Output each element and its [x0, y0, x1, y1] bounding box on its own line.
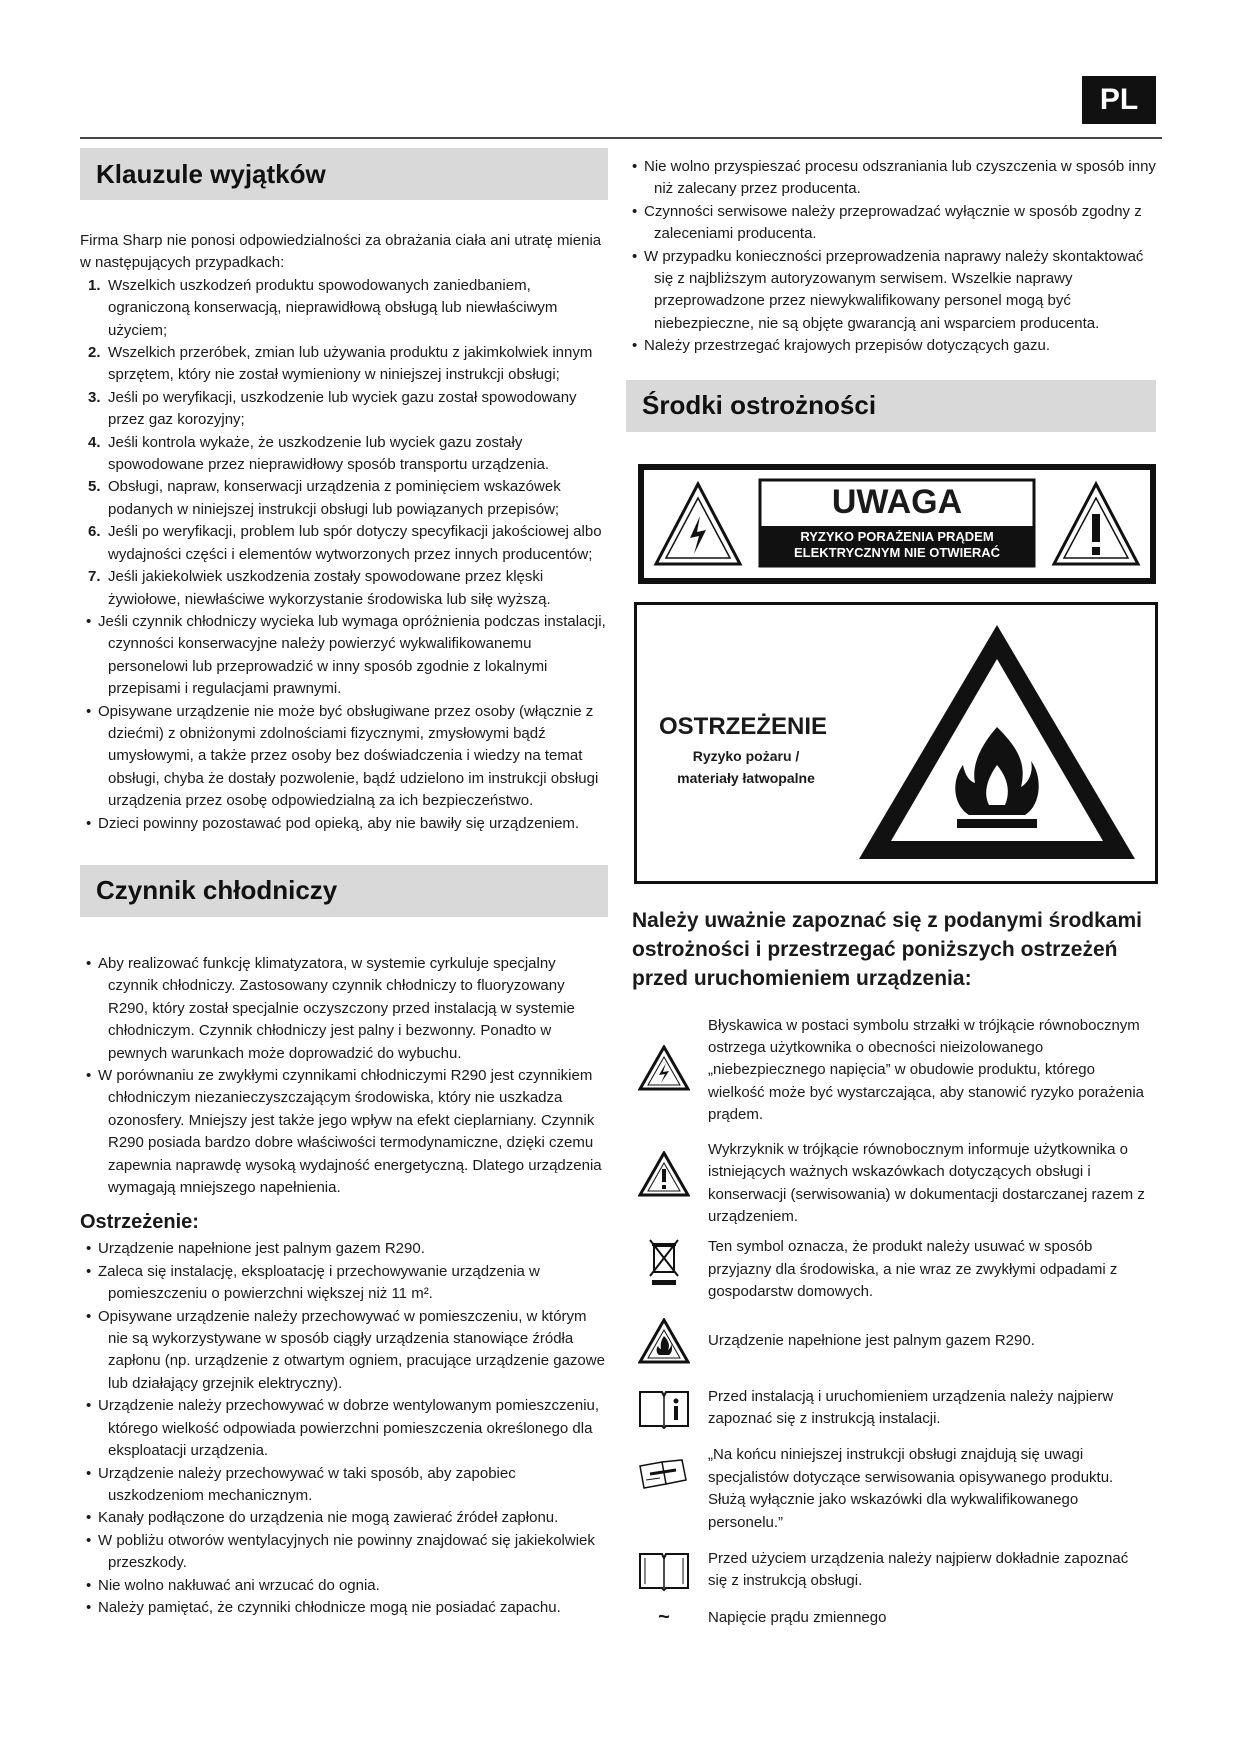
service-manual-icon [632, 1444, 696, 1494]
list-item: „Na końcu niniejszej instrukcji obsługi znajdują się uwagi specjalistów dotyczące serwisowania opisywanego produktu. Służą wyłącznie jako wskazówki dla wykwalifikowanego personelu.” [632, 1444, 1166, 1534]
info-manual-icon [632, 1386, 696, 1430]
list-item: Wykrzyknik w trójkącie równobocznym informuje użytkownika o istniejących ważnych wskazówkach dotyczących obsługi i konserwacji (serwisowania) w dokumentacji dostarczanej razem z urządzeniem. [632, 1139, 1166, 1229]
list-item: • Nie wolno nakłuwać ani wrzucać do ognia. [80, 1575, 608, 1597]
list-item: Urządzenie napełnione jest palnym gazem R290. [632, 1318, 1166, 1364]
list-item: • Czynności serwisowe należy przeprowadzać wyłącznie w sposób zgodny z zaleceniami producenta. [626, 201, 1166, 246]
list-item: 6. Jeśli po weryfikacji, problem lub spór dotyczy specyfikacji jakościowej albo wydajności części i elementów wytworzonych przez innych producentów; [88, 523, 602, 563]
caution-title: UWAGA [831, 482, 963, 521]
list-item: • Aby realizować funkcję klimatyzatora, w systemie cyrkuluje specjalny czynnik chłodniczy. Zastosowany czynnik chłodniczy to fluoryzowany R290, który został specjalnie oczyszczony przed instalacją w systemie chłodniczym. Czynnik chłodniczy jest palny i bezwonny. Ponadto w pewnych warunkach może doprowadzić do wybuchu. [80, 953, 608, 1065]
lightning-triangle-icon [632, 1015, 696, 1091]
list-item: • Dzieci powinny pozostawać pod opieką, aby nie bawiły się urządzeniem. [80, 813, 608, 835]
exclamation-triangle-icon [1054, 484, 1138, 564]
caution-electric-box [638, 464, 1156, 584]
list-item: • Opisywane urządzenie nie może być obsługiwane przez osoby (włącznie z dziećmi) z obniżonymi zdolnościami fizycznymi, zmysłowymi bądź umysłowymi, a także przez osoby bez doświadczenia i wiedzy na temat obsługi, chyba że dostały pozwolenie, bądź udzielono im instrukcji obsługi urządzenia przez osobę odpowiedzialną za ich bezpieczeństwo. [80, 701, 608, 813]
language-badge: PL [1082, 76, 1156, 124]
list-item: 1. Wszelkich uszkodzeń produktu spowodowanych zaniedbaniem, ograniczoną konserwacją, nieprawidłową obsługą lub niewłaściwym użyciem; [88, 276, 558, 339]
list-item: • Jeśli czynnik chłodniczy wycieka lub wymaga opróżnienia podczas instalacji, czynności konserwacyjne należy powierzyć wykwalifikowanemu personelowi lub przeprowadzić w inny sposób zgodnie z lokalnymi przepisami i regulacjami prawnymi. [80, 611, 608, 701]
list-item: • Urządzenie należy przechowywać w taki sposób, aby zapobiec uszkodzeniom mechanicznym. [80, 1463, 608, 1508]
exclusions-list [80, 275, 608, 611]
list-item: 3. Jeśli po weryfikacji, uszkodzenie lub wyciek gazu został spowodowany przez gaz korozyjny; [88, 388, 577, 429]
fire-warning-box [634, 602, 1158, 884]
list-item: Błyskawica w postaci symbolu strzałki w trójkącie równobocznym ostrzega użytkownika o obecności nieizolowanego „niebezpiecznego napięcia” w obudowie produktu, którego wielkość może być wystarczająca, aby stanowić ryzyko porażenia prądem. [632, 1015, 1166, 1127]
list-item: ~ Napięcie prądu zmiennego [632, 1607, 1166, 1629]
list-item: • Należy pamiętać, że czynniki chłodnicze mogą nie posiadać zapachu. [80, 1597, 608, 1619]
lightning-triangle-icon [656, 484, 740, 564]
list-item: Ten symbol oznacza, że produkt należy usuwać w sposób przyjazny dla środowiska, a nie wraz ze zwykłymi odpadami z gospodarstw domowych. [632, 1236, 1166, 1303]
list-item: • Urządzenie należy przechowywać w dobrze wentylowanym pomieszczeniu, którego wielkość odpowiada powierzchni pomieszczenia określonego dla eksploatacji urządzenia. [80, 1395, 608, 1462]
list-item: • W przypadku konieczności przeprowadzenia naprawy należy skontaktować się z najbliższym autoryzowanym serwisem. Wszelkie naprawy przeprowadzone przez niewykwalifikowany personel mogą być niebezpieczne, nie są objęte gwarancją ani wsparciem producenta. [626, 246, 1166, 336]
exclusions-bullets [80, 611, 608, 835]
list-item: • Należy przestrzegać krajowych przepisów dotyczących gazu. [626, 335, 1166, 357]
list-item: 7. Jeśli jakiekolwiek uszkodzenia zostały spowodowane przez klęski żywiołowe, niewłaściwe wykorzystanie środowiska lub siłę wyższą. [88, 568, 551, 608]
exclamation-triangle-icon [632, 1139, 696, 1197]
fire-warning-title: OSTRZEŻENIE [659, 712, 828, 740]
header-rule [80, 137, 1162, 139]
precautions-lead: Należy uważnie zapoznać się z podanymi środkami ostrożności i przestrzegać poniższych ostrzeżeń przed uruchomieniem urządzenia: [632, 908, 1142, 990]
list-item: Przed użyciem urządzenia należy najpierw dokładnie zapoznać się z instrukcją obsługi. [632, 1548, 1166, 1593]
right-column [626, 148, 1166, 1629]
caution-subtitle: RYZYKO PORAŻENIA PRĄDEM ELEKTRYCZNYM NIE OTWIERAĆ [793, 528, 1001, 560]
crossed-bin-icon [632, 1236, 696, 1288]
list-item: • W porównaniu ze zwykłymi czynnikami chłodniczymi R290 jest czynnikiem chłodniczym niezanieczyszczającym środowiska, który nie uszkadza ozonosfery. Mniejszy jest także jego wpływ na efekt cieplarniany. Czynnik R290 posiada bardzo dobre właściwości termodynamiczne, dzięki czemu zapewnia naprawdę wysoką wydajność energetyczną. Dlatego urządzenia wymagają mniejszego napełnienia. [80, 1065, 608, 1199]
refrigerant-bullets [80, 953, 608, 1199]
service-bullets [626, 156, 1166, 358]
list-item: • Urządzenie napełnione jest palnym gazem R290. [80, 1238, 608, 1260]
list-item: • Kanały podłączone do urządzenia nie mogą zawierać źródeł zapłonu. [80, 1507, 608, 1529]
exclusions-intro: Firma Sharp nie ponosi odpowiedzialności za obrażania ciała ani utratę mienia w następujących przypadkach: [80, 232, 602, 272]
left-column [80, 148, 608, 1619]
open-manual-icon [632, 1548, 696, 1592]
list-item: Przed instalacją i uruchomieniem urządzenia należy najpierw zapoznać się z instrukcją instalacji. [632, 1386, 1166, 1431]
list-item: • Opisywane urządzenie należy przechowywać w pomieszczeniu, w którym nie są wykorzystywane w sposób ciągły urządzenia stanowiące źródła zapłonu (np. urządzenie z otwartym ogniem, pracujące urządzenie gazowe lub działający grzejnik elektryczny). [80, 1306, 608, 1396]
list-item: 4. Jeśli kontrola wykaże, że uszkodzenie lub wyciek gazu zostały spowodowane przez nieprawidłowy sposób transportu urządzenia. [88, 433, 550, 474]
list-item: • W pobliżu otworów wentylacyjnych nie powinny znajdować się jakiekolwiek przeszkody. [80, 1530, 608, 1575]
warning-subheading: Ostrzeżenie: [80, 1211, 199, 1234]
symbol-list [626, 1015, 1166, 1630]
list-item: • Nie wolno przyspieszać procesu odszraniania lub czyszczenia w sposób inny niż zalecany przez producenta. [626, 156, 1166, 201]
flame-triangle-icon [847, 615, 1147, 865]
fire-warning-subtitle: Ryzyko pożaru / materiały łatwopalne [677, 747, 815, 786]
list-item: 2. Wszelkich przeróbek, zmian lub używania produktu z jakimkolwiek innym sprzętem, który nie został wymieniony w niniejszej instrukcji obsługi; [88, 344, 593, 384]
list-item: • Zaleca się instalację, eksploatację i przechowywanie urządzenia w pomieszczeniu o powierzchni większej niż 11 m². [80, 1261, 608, 1306]
list-item: 5. Obsługi, napraw, konserwacji urządzenia z pominięciem wskazówek podanych w niniejszej instrukcji obsługi lub powiązanych przepisów; [88, 478, 561, 518]
section-heading-refrigerant: Czynnik chłodniczy [80, 865, 608, 917]
section-heading-exclusions: Klauzule wyjątków [80, 148, 608, 200]
section-heading-precautions: Środki ostrożności [626, 380, 1156, 432]
flame-triangle-icon [632, 1318, 696, 1364]
ac-tilde-icon: ~ [658, 1605, 670, 1628]
warning-bullets [80, 1238, 608, 1619]
